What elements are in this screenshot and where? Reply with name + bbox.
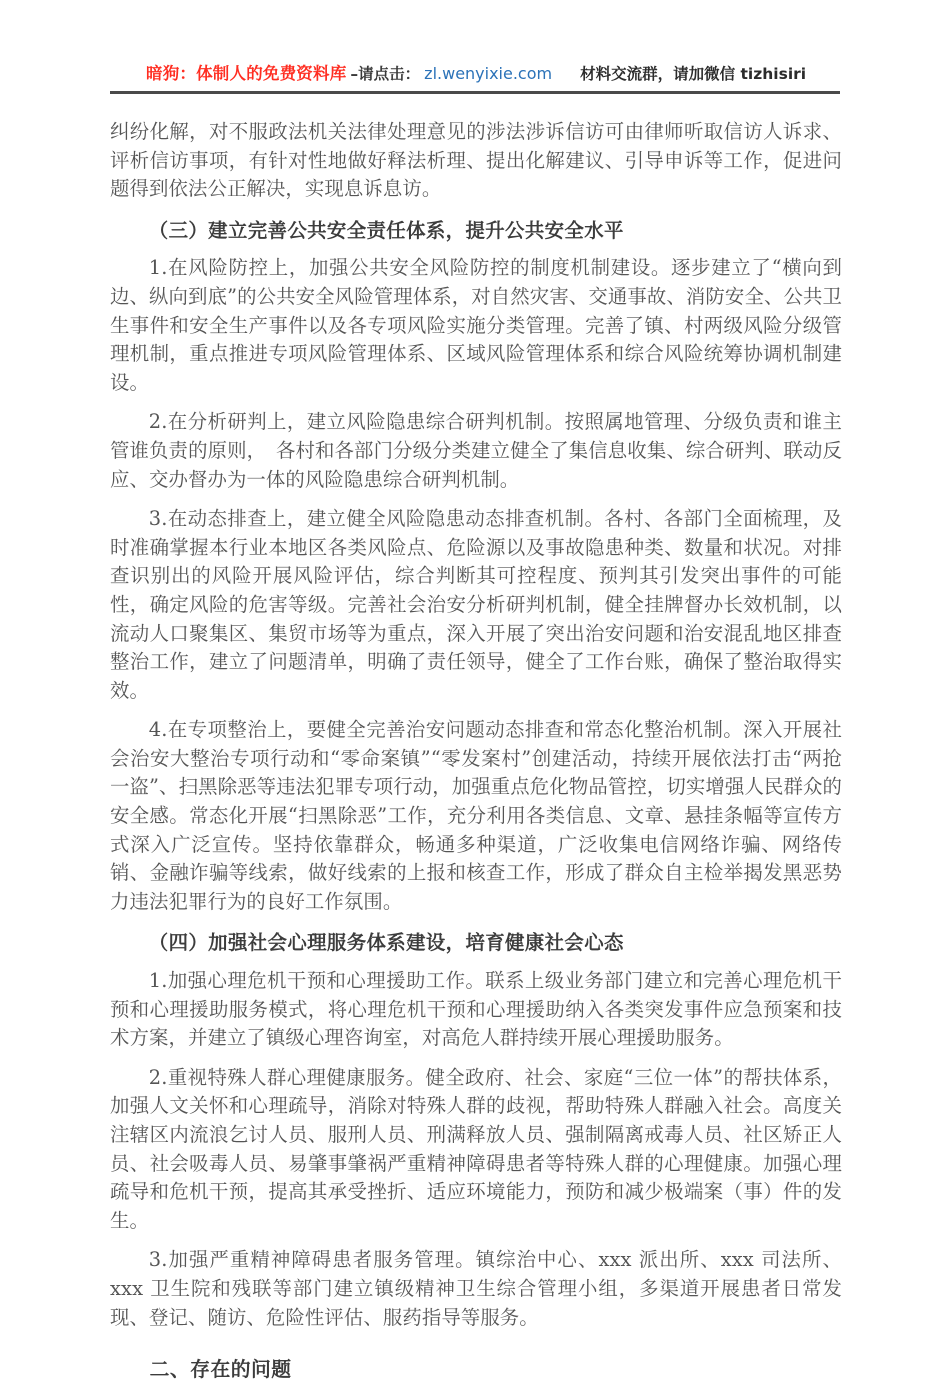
document-body — [110, 118, 842, 1393]
promo-header-line — [110, 62, 840, 86]
paragraph-si-1: 1.加强心理危机干预和心理援助工作。联系上级业务部门建立和完善心理危机干预和心理援助服务模式，将心理危机干预和心理援助纳入各类突发事件应急预案和技术方案，并建立了镇级心理咨询室，对高危人群持续开展心理援助服务。 — [110, 969, 842, 1050]
promo-header — [110, 62, 840, 86]
paragraph-si-2: 2.重视特殊人群心理健康服务。健全政府、社会、家庭“三位一体”的帮扶体系，加强人文关怀和心理疏导，消除对特殊人群的歧视，帮助特殊人群融入社会。高度关注辖区内流浪乞讨人员、服刑人员、刑满释放人员、强制隔离戒毒人员、社区矫正人员、社会吸毒人员、易肇事肇祸严重精神障碍患者等特殊人群的心理健康。加强心理疏导和危机干预，提高其承受挫折、适应环境能力，预防和减少极端案（事）件的发生。 — [110, 1065, 842, 1232]
promo-text: 暗狗：体制人的免费资料库 — [146, 64, 347, 83]
promo-click-prefix: –请点击： — [350, 65, 421, 83]
paragraph-san-1: 1.在风险防控上，加强公共安全风险防控的制度机制建设。逐步建立了“横向到边、纵向到底”的公共安全风险管理体系，对自然灾害、交通事故、消防安全、公共卫生事件和安全生产事件以及各专项风险实施分类管理。完善了镇、村两级风险分级管理机制，重点推进专项风险管理体系、区域风险管理体系和综合风险统筹协调机制建设。 — [110, 256, 842, 394]
paragraph-spacer — [110, 1237, 842, 1246]
paragraph-spacer — [110, 1055, 842, 1064]
paragraph-spacer — [110, 707, 842, 716]
section-heading-two-problems: 二、存在的问题 — [149, 1358, 292, 1382]
paragraph-spacer — [110, 399, 842, 408]
header-divider-rule — [110, 91, 840, 94]
paragraph-si-3: 3.加强严重精神障碍患者服务管理。镇综治中心、xxx 派出所、xxx 司法所、xxx 卫生院和残联等部门建立镇级精神卫生综合管理小组，多渠道开展患者日常发现、登记、随访、危险性评估、服药指导等服务。 — [110, 1248, 842, 1329]
paragraph-continued: 纠纷化解，对不服政法机关法律处理意见的涉法涉诉信访可由律师听取信访人诉求、评析信访事项，有针对性地做好释法析理、提出化解建议、引导申诉等工作，促进问题得到依法公正解决，实现息诉息访。 — [110, 120, 842, 201]
promo-wechat-text: 材料交流群，请加微信 tizhisiri — [580, 65, 807, 83]
paragraph-san-2: 2.在分析研判上，建立风险隐患综合研判机制。按照属地管理、分级负责和谁主管谁负责的原则， 各村和各部门分级分类建立健全了集信息收集、综合研判、联动反应、交办督办为一体的风险隐患综合研判机制。 — [110, 410, 842, 491]
paragraph-spacer — [110, 496, 842, 505]
paragraph-san-4: 4.在专项整治上，要健全完善治安问题动态排查和常态化整治机制。深入开展社会治安大整治专项行动和“零命案镇”“零发案村”创建活动，持续开展依法打击“两抢一盗”、扫黑除恶等违法犯罪专项行动，加强重点危化物品管控，切实增强人民群众的安全感。常态化开展“扫黑除恶”工作，充分利用各类信息、文章、悬挂条幅等宣传方式深入广泛宣传。坚持依靠群众，畅通多种渠道，广泛收集电信网络诈骗、网络传销、金融诈骗等线索，做好线索的上报和核查工作，形成了群众自主检举揭发黑恶势力违法犯罪行为的良好工作氛围。 — [110, 718, 842, 913]
promo-website-link[interactable]: zl.wenyixie.com — [424, 64, 553, 83]
section-heading-three: （三）建立完善公共安全责任体系，提升公共安全水平 — [148, 218, 624, 242]
section-heading-four: （四）加强社会心理服务体系建设，培育健康社会心态 — [148, 931, 624, 955]
paragraph-san-3: 3.在动态排查上，建立健全风险隐患动态排查机制。各村、各部门全面梳理，及时准确掌握本行业本地区各类风险点、危险源以及事故隐患种类、数量和状况。对排查识别出的风险开展风险评估，综合判断其可控程度、预判其引发突出事件的可能性，确定风险的危害等级。完善社会治安分析研判机制，健全挂牌督办长效机制，以流动人口聚集区、集贸市场等为重点，深入开展了突出治安问题和治安混乱地区排查整治工作，建立了问题清单，明确了责任领导，健全了工作台账，确保了整治取得实效。 — [110, 507, 842, 702]
